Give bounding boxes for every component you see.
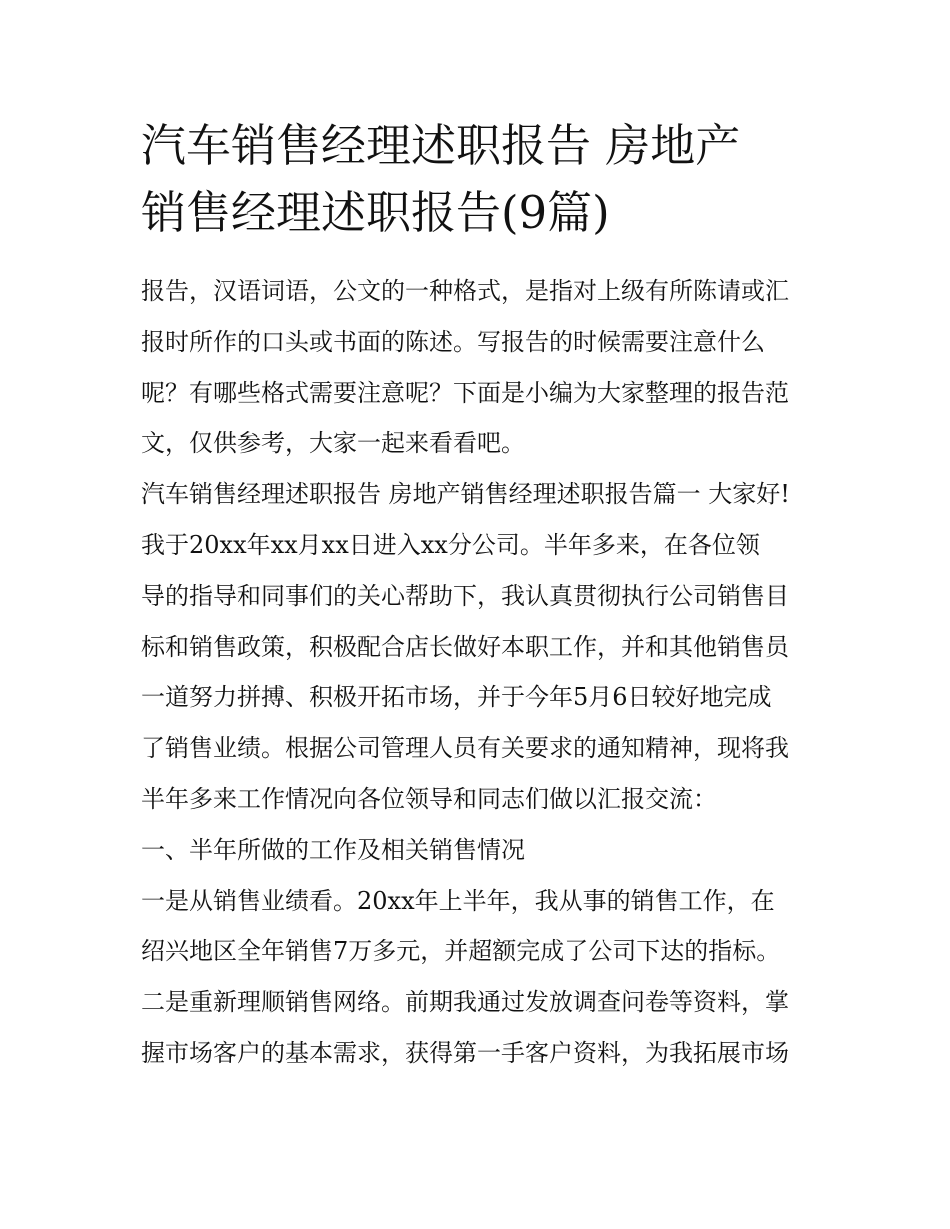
body-line: 文，仅供参考，大家一起来看看吧。 [141, 429, 525, 458]
title-line-1: 汽车销售经理述职报告 房地产 [141, 119, 741, 172]
document-title [141, 112, 813, 246]
body-line: 半年多来工作情况向各位领导和同志们做以汇报交流： [141, 784, 717, 813]
body-line: 绍兴地区全年销售7万多元，并超额完成了公司下达的指标。 [141, 937, 781, 966]
document-content [141, 112, 813, 1079]
document-body [141, 266, 813, 1079]
body-line: 报时所作的口头或书面的陈述。写报告的时候需要注意什么 [141, 327, 765, 356]
body-line: 二是重新理顺销售网络。前期我通过发放调查问卷等资料，掌 [141, 988, 789, 1017]
title-line-2: 销售经理述职报告(9篇) [141, 186, 610, 239]
body-line: 汽车销售经理述职报告 房地产销售经理述职报告篇一 大家好! [141, 480, 790, 509]
body-line: 导的指导和同事们的关心帮助下，我认真贯彻执行公司销售目 [141, 581, 789, 610]
body-line: 了销售业绩。根据公司管理人员有关要求的通知精神，现将我 [141, 734, 789, 763]
body-line: 标和销售政策，积极配合店长做好本职工作，并和其他销售员 [141, 632, 789, 661]
section-heading: 一、半年所做的工作及相关销售情况 [141, 835, 525, 864]
body-line: 呢？有哪些格式需要注意呢？下面是小编为大家整理的报告范 [141, 378, 789, 407]
body-line: 握市场客户的基本需求，获得第一手客户资料，为我拓展市场 [141, 1038, 789, 1067]
body-line: 一是从销售业绩看。20xx年上半年，我从事的销售工作，在 [141, 886, 775, 915]
body-line: 我于20xx年xx月xx日进入xx分公司。半年多来，在各位领 [141, 530, 760, 559]
body-line: 一道努力拼搏、积极开拓市场，并于今年5月6日较好地完成 [141, 683, 772, 712]
body-line: 报告，汉语词语，公文的一种格式，是指对上级有所陈请或汇 [141, 277, 789, 305]
